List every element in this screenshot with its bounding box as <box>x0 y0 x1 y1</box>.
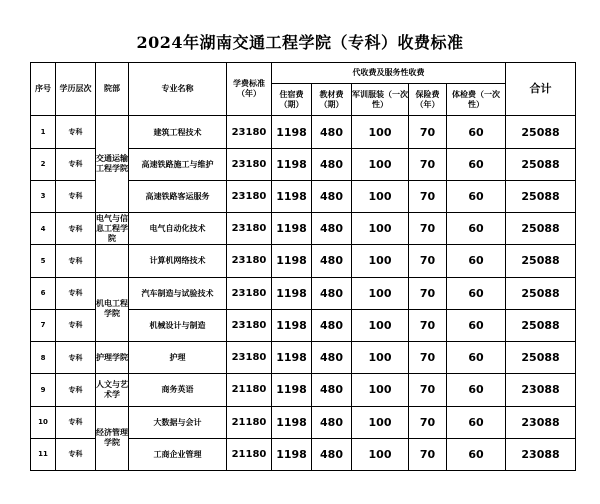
row-level: 专科 <box>56 277 96 309</box>
row-index: 6 <box>31 277 56 309</box>
row-major: 机械设计与制造 <box>129 309 227 341</box>
row-level: 专科 <box>56 213 96 245</box>
row-total: 23088 <box>506 438 576 470</box>
row-tuition: 21180 <box>227 374 272 406</box>
row-dept: 电气与信息工程学院 <box>96 213 129 245</box>
row-dept <box>96 245 129 277</box>
row-dept: 护理学院 <box>96 342 129 374</box>
row-total: 23088 <box>506 374 576 406</box>
row-tuition: 23180 <box>227 309 272 341</box>
row-physical: 60 <box>447 213 506 245</box>
row-dept: 经济管理学院 <box>96 406 129 471</box>
header-agency-group: 代收费及服务性收费 <box>272 63 506 84</box>
row-major: 大数据与会计 <box>129 406 227 438</box>
row-tuition: 21180 <box>227 406 272 438</box>
header-physical: 体检费（一次性） <box>447 84 506 116</box>
row-total: 25088 <box>506 342 576 374</box>
row-tuition: 23180 <box>227 180 272 212</box>
row-accommodation: 1198 <box>272 148 312 180</box>
row-military: 100 <box>352 148 409 180</box>
row-textbook: 480 <box>312 309 352 341</box>
row-total: 25088 <box>506 180 576 212</box>
row-military: 100 <box>352 342 409 374</box>
row-dept: 机电工程学院 <box>96 277 129 341</box>
header-accommodation: 住宿费（期） <box>272 84 312 116</box>
row-textbook: 480 <box>312 245 352 277</box>
row-level: 专科 <box>56 374 96 406</box>
row-insurance: 70 <box>409 406 447 438</box>
row-index: 11 <box>31 438 56 470</box>
row-military: 100 <box>352 245 409 277</box>
row-tuition: 23180 <box>227 245 272 277</box>
row-major: 计算机网络技术 <box>129 245 227 277</box>
row-textbook: 480 <box>312 213 352 245</box>
table-row <box>31 116 576 148</box>
row-physical: 60 <box>447 148 506 180</box>
row-level: 专科 <box>56 438 96 470</box>
header-index: 序号 <box>31 63 56 116</box>
row-index: 2 <box>31 148 56 180</box>
row-index: 10 <box>31 406 56 438</box>
row-tuition: 23180 <box>227 277 272 309</box>
row-total: 25088 <box>506 148 576 180</box>
row-accommodation: 1198 <box>272 116 312 148</box>
row-insurance: 70 <box>409 309 447 341</box>
row-textbook: 480 <box>312 116 352 148</box>
row-total: 25088 <box>506 116 576 148</box>
fee-table <box>30 62 576 471</box>
table-row <box>31 342 576 374</box>
row-physical: 60 <box>447 309 506 341</box>
row-military: 100 <box>352 116 409 148</box>
header-level: 学历层次 <box>56 63 96 116</box>
row-tuition: 23180 <box>227 213 272 245</box>
row-textbook: 480 <box>312 406 352 438</box>
row-index: 3 <box>31 180 56 212</box>
row-physical: 60 <box>447 342 506 374</box>
row-physical: 60 <box>447 438 506 470</box>
row-insurance: 70 <box>409 180 447 212</box>
row-dept: 人文与艺术学 <box>96 374 129 406</box>
row-level: 专科 <box>56 148 96 180</box>
row-total: 23088 <box>506 406 576 438</box>
row-military: 100 <box>352 213 409 245</box>
row-military: 100 <box>352 277 409 309</box>
table-row <box>31 277 576 309</box>
row-index: 5 <box>31 245 56 277</box>
row-military: 100 <box>352 309 409 341</box>
row-insurance: 70 <box>409 245 447 277</box>
row-physical: 60 <box>447 180 506 212</box>
row-level: 专科 <box>56 180 96 212</box>
row-tuition: 21180 <box>227 438 272 470</box>
row-insurance: 70 <box>409 148 447 180</box>
row-tuition: 23180 <box>227 342 272 374</box>
row-insurance: 70 <box>409 342 447 374</box>
row-major: 工商企业管理 <box>129 438 227 470</box>
row-total: 25088 <box>506 277 576 309</box>
row-major: 汽车制造与试验技术 <box>129 277 227 309</box>
row-textbook: 480 <box>312 342 352 374</box>
row-military: 100 <box>352 438 409 470</box>
header-tuition: 学费标准（年） <box>227 63 272 116</box>
row-physical: 60 <box>447 116 506 148</box>
row-military: 100 <box>352 374 409 406</box>
row-textbook: 480 <box>312 148 352 180</box>
row-textbook: 480 <box>312 180 352 212</box>
row-index: 9 <box>31 374 56 406</box>
row-insurance: 70 <box>409 438 447 470</box>
row-level: 专科 <box>56 309 96 341</box>
row-index: 7 <box>31 309 56 341</box>
row-level: 专科 <box>56 342 96 374</box>
row-accommodation: 1198 <box>272 180 312 212</box>
row-accommodation: 1198 <box>272 309 312 341</box>
row-major: 建筑工程技术 <box>129 116 227 148</box>
row-accommodation: 1198 <box>272 406 312 438</box>
row-level: 专科 <box>56 406 96 438</box>
row-index: 4 <box>31 213 56 245</box>
row-military: 100 <box>352 406 409 438</box>
row-level: 专科 <box>56 116 96 148</box>
header-dept: 院部 <box>96 63 129 116</box>
row-textbook: 480 <box>312 277 352 309</box>
row-tuition: 23180 <box>227 148 272 180</box>
row-textbook: 480 <box>312 374 352 406</box>
row-major: 电气自动化技术 <box>129 213 227 245</box>
row-physical: 60 <box>447 277 506 309</box>
row-tuition: 23180 <box>227 116 272 148</box>
row-index: 1 <box>31 116 56 148</box>
row-level: 专科 <box>56 245 96 277</box>
header-military: 军训服装（一次性） <box>352 84 409 116</box>
row-total: 25088 <box>506 245 576 277</box>
table-row <box>31 374 576 406</box>
table-row <box>31 213 576 245</box>
row-major: 高速铁路客运服务 <box>129 180 227 212</box>
header-total: 合计 <box>506 63 576 116</box>
row-major: 护理 <box>129 342 227 374</box>
row-accommodation: 1198 <box>272 213 312 245</box>
row-accommodation: 1198 <box>272 277 312 309</box>
row-insurance: 70 <box>409 116 447 148</box>
header-insurance: 保险费（年） <box>409 84 447 116</box>
row-total: 25088 <box>506 213 576 245</box>
page-title: 2024年湖南交通工程学院（专科）收费标准 <box>136 33 464 52</box>
table-row <box>31 406 576 438</box>
row-insurance: 70 <box>409 374 447 406</box>
row-insurance: 70 <box>409 277 447 309</box>
row-physical: 60 <box>447 406 506 438</box>
row-physical: 60 <box>447 374 506 406</box>
row-military: 100 <box>352 180 409 212</box>
row-major: 商务英语 <box>129 374 227 406</box>
table-row <box>31 245 576 277</box>
row-physical: 60 <box>447 245 506 277</box>
row-accommodation: 1198 <box>272 342 312 374</box>
row-textbook: 480 <box>312 438 352 470</box>
row-dept: 交通运输工程学院 <box>96 116 129 213</box>
header-major: 专业名称 <box>129 63 227 116</box>
row-major: 高速铁路施工与维护 <box>129 148 227 180</box>
row-total: 25088 <box>506 309 576 341</box>
header-textbook: 教材费（期） <box>312 84 352 116</box>
row-accommodation: 1198 <box>272 245 312 277</box>
row-index: 8 <box>31 342 56 374</box>
row-accommodation: 1198 <box>272 438 312 470</box>
row-insurance: 70 <box>409 213 447 245</box>
row-accommodation: 1198 <box>272 374 312 406</box>
